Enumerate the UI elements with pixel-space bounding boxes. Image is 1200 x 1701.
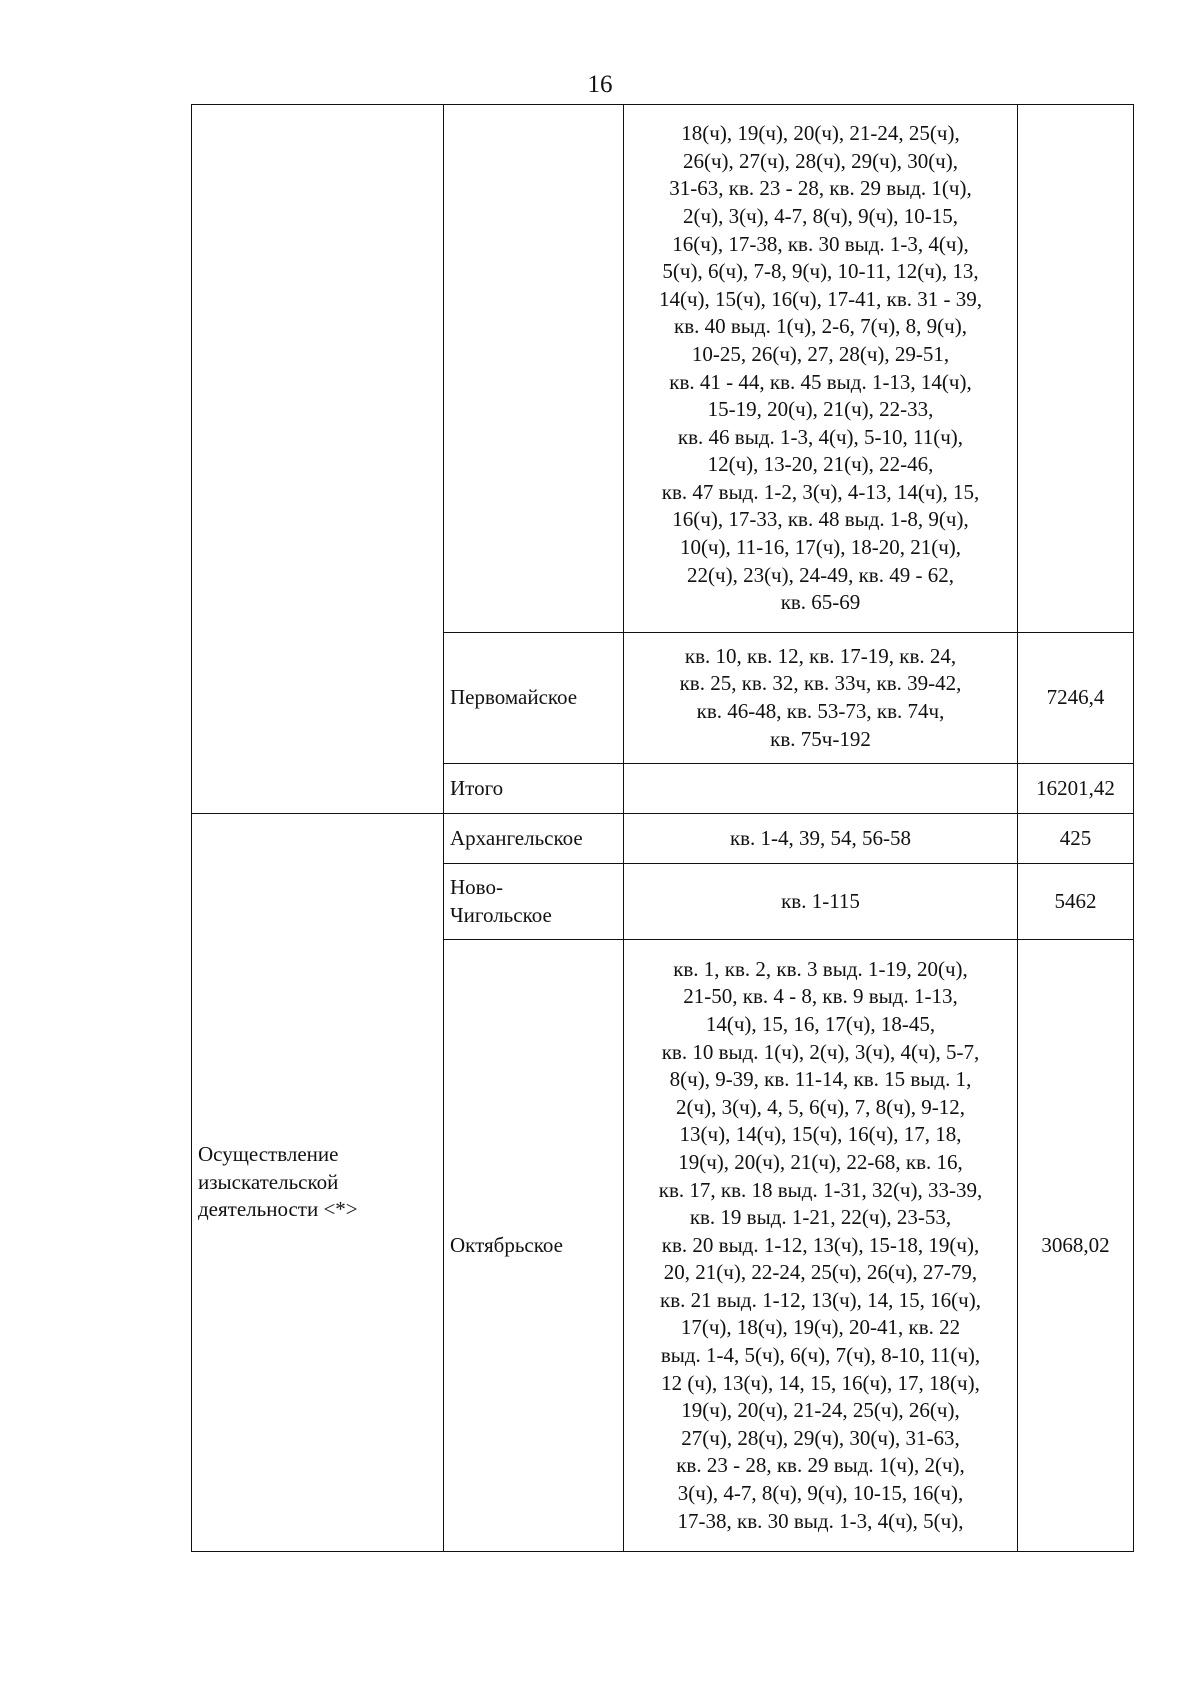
quarters-line: 12 (ч), 13(ч), 14, 15, 16(ч), 17, 18(ч),: [661, 1370, 980, 1395]
quarters-line: 13(ч), 14(ч), 15(ч), 16(ч), 17, 18,: [679, 1122, 962, 1147]
quarters-line: 12(ч), 13-20, 21(ч), 22-46,: [707, 452, 934, 477]
quarters-line: 22(ч), 23(ч), 24-49, кв. 49 - 62,: [687, 562, 954, 587]
area-cell: 3068,02: [1018, 940, 1134, 1552]
quarters-line: кв. 20 выд. 1-12, 13(ч), 15-18, 19(ч),: [661, 1232, 980, 1257]
quarters-line: кв. 1-115: [781, 888, 860, 913]
quarters-line: 10(ч), 11-16, 17(ч), 18-20, 21(ч),: [679, 535, 962, 560]
quarters-line: 27(ч), 28(ч), 29(ч), 30(ч), 31-63,: [681, 1425, 960, 1450]
quarters-line: кв. 10, кв. 12, кв. 17-19, кв. 24,: [684, 643, 957, 668]
table-row: [192, 814, 1134, 864]
area-cell: [1018, 105, 1134, 633]
quarters-cell: [624, 814, 1018, 864]
quarters-line: 16(ч), 17-38, кв. 30 выд. 1-3, 4(ч),: [672, 231, 969, 256]
quarters-line: 19(ч), 20(ч), 21(ч), 22-68, кв. 16,: [678, 1149, 963, 1174]
forestry-cell: Первомайское: [444, 633, 624, 764]
area-cell: 425: [1018, 814, 1134, 864]
forestry-line: Ново-: [450, 874, 503, 899]
quarters-line: 19(ч), 20(ч), 21-24, 25(ч), 26(ч),: [681, 1398, 960, 1423]
quarters-cell: [624, 633, 1018, 764]
quarters-line: кв. 41 - 44, кв. 45 выд. 1-13, 14(ч),: [669, 369, 972, 394]
area-cell: 5462: [1018, 864, 1134, 940]
quarters-line: кв. 17, кв. 18 выд. 1-31, 32(ч), 33-39,: [658, 1177, 983, 1202]
quarters-line: кв. 1, кв. 2, кв. 3 выд. 1-19, 20(ч),: [673, 956, 968, 981]
forestry-cell: [444, 105, 624, 633]
quarters-line: кв. 75ч-192: [770, 726, 871, 751]
quarters-line: 31-63, кв. 23 - 28, кв. 29 выд. 1(ч),: [669, 176, 972, 201]
quarters-cell: [624, 105, 1018, 633]
quarters-line: 21-50, кв. 4 - 8, кв. 9 выд. 1-13,: [683, 984, 958, 1009]
quarters-line: 16(ч), 17-33, кв. 48 выд. 1-8, 9(ч),: [672, 507, 969, 532]
quarters-line: 17-38, кв. 30 выд. 1-3, 4(ч), 5(ч),: [677, 1508, 964, 1533]
quarters-cell: [624, 940, 1018, 1552]
quarters-line: 10-25, 26(ч), 27, 28(ч), 29-51,: [691, 341, 950, 366]
quarters-line: 26(ч), 27(ч), 28(ч), 29(ч), 30(ч),: [683, 148, 958, 173]
quarters-line: кв. 65-69: [780, 590, 861, 615]
quarters-line: 17(ч), 18(ч), 19(ч), 20-41, кв. 22: [680, 1315, 961, 1340]
quarters-line: кв. 1-4, 39, 54, 56-58: [729, 825, 912, 850]
page-number: 16: [587, 71, 613, 98]
area-cell: 7246,4: [1018, 633, 1134, 764]
forestry-cell: [444, 864, 624, 940]
activity-line: Осуществление: [198, 1142, 339, 1167]
quarters-line: кв. 21 выд. 1-12, 13(ч), 14, 15, 16(ч),: [660, 1287, 981, 1312]
table-row: [192, 105, 1134, 633]
quarters-line: кв. 46-48, кв. 53-73, кв. 74ч,: [696, 699, 945, 723]
activity-line: деятельности <*>: [198, 1197, 358, 1222]
total-label-cell: Итого: [444, 764, 624, 814]
activity-cell: [192, 105, 444, 814]
quarters-line: 15-19, 20(ч), 21(ч), 22-33,: [707, 397, 934, 422]
quarters-line: 20, 21(ч), 22-24, 25(ч), 26(ч), 27-79,: [663, 1260, 978, 1285]
forestry-cell: Октябрьское: [444, 940, 624, 1552]
activity-cell: [192, 814, 444, 1552]
quarters-line: 2(ч), 3(ч), 4-7, 8(ч), 9(ч), 10-15,: [683, 203, 958, 228]
quarters-line: кв. 40 выд. 1(ч), 2-6, 7(ч), 8, 9(ч),: [674, 314, 967, 339]
quarters-line: 3(ч), 4-7, 8(ч), 9(ч), 10-15, 16(ч),: [677, 1481, 964, 1506]
total-area-cell: 16201,42: [1018, 764, 1134, 814]
quarters-line: кв. 47 выд. 1-2, 3(ч), 4-13, 14(ч), 15,: [661, 479, 980, 504]
quarters-line: выд. 1-4, 5(ч), 6(ч), 7(ч), 8-10, 11(ч),: [660, 1343, 981, 1368]
activity-line: изыскательской: [198, 1169, 339, 1194]
forestry-line: Чигольское: [450, 902, 552, 927]
quarters-line: кв. 19 выд. 1-21, 22(ч), 23-53,: [689, 1205, 952, 1230]
quarters-line: 8(ч), 9-39, кв. 11-14, кв. 15 выд. 1,: [669, 1067, 972, 1092]
quarters-line: 5(ч), 6(ч), 7-8, 9(ч), 10-11, 12(ч), 13,: [662, 259, 979, 284]
quarters-line: кв. 25, кв. 32, кв. 33ч, кв. 39-42,: [679, 671, 962, 696]
quarters-line: кв. 23 - 28, кв. 29 выд. 1(ч), 2(ч),: [676, 1453, 965, 1478]
quarters-cell: [624, 764, 1018, 814]
quarters-line: 18(ч), 19(ч), 20(ч), 21-24, 25(ч),: [681, 121, 960, 146]
forest-quarters-table: [191, 104, 1134, 1552]
quarters-line: 14(ч), 15(ч), 16(ч), 17-41, кв. 31 - 39,: [659, 286, 982, 311]
quarters-cell: [624, 864, 1018, 940]
quarters-line: 2(ч), 3(ч), 4, 5, 6(ч), 7, 8(ч), 9-12,: [676, 1094, 965, 1119]
quarters-line: 14(ч), 15, 16, 17(ч), 18-45,: [705, 1011, 936, 1036]
quarters-line: кв. 46 выд. 1-3, 4(ч), 5-10, 11(ч),: [677, 424, 964, 449]
forestry-cell: Архангельское: [444, 814, 624, 864]
quarters-line: кв. 10 выд. 1(ч), 2(ч), 3(ч), 4(ч), 5-7,: [661, 1039, 980, 1064]
